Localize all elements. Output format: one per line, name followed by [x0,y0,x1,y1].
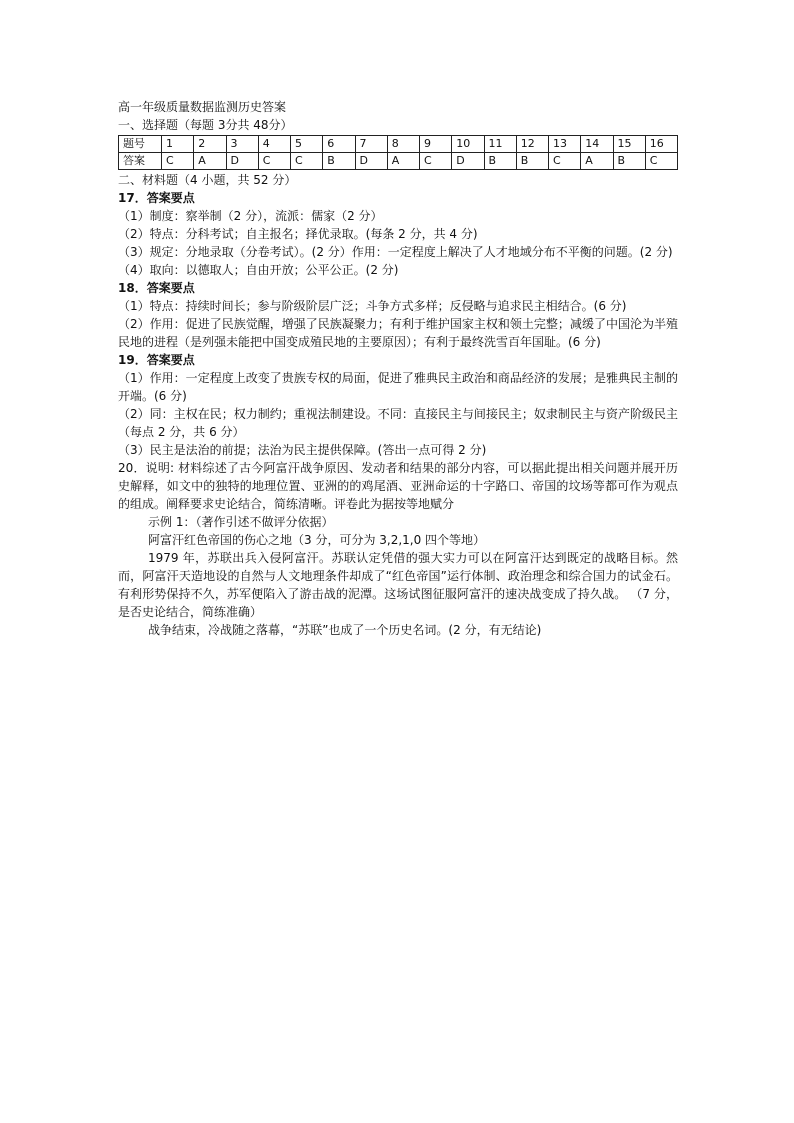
q18-heading: 18．答案要点 [118,281,195,295]
table-cell: 8 [387,136,419,153]
answer-sheet [118,98,678,639]
table-cell: 15 [613,136,645,153]
table-cell: 4 [258,136,290,153]
q19-answer-1: （1）作用：一定程度上改变了贵族专权的局面，促进了雅典民主政治和商品经济的发展；是雅典民主制的开端。(6 分) [118,371,678,403]
q17-answer-3: （3）规定：分地录取（分卷考试）。(2 分）作用：一定程度上解决了人才地域分布不平衡的问题。(2 分) [118,245,673,259]
table-cell: A [387,153,419,170]
table-cell: 3 [226,136,258,153]
q20-thesis: 阿富汗红色帝国的伤心之地（3 分，可分为 3,2,1,0 四个等地） [148,533,486,547]
table-cell: C [162,153,194,170]
table-cell: C [291,153,323,170]
q19-heading: 19．答案要点 [118,353,195,367]
table-cell: 10 [452,136,484,153]
q18-answer-1: （1）特点：持续时间长；参与阶级阶层广泛；斗争方式多样；反侵略与追求民主相结合。(6 分) [118,299,627,313]
q20-conclusion: 战争结束，冷战随之落幕，“苏联”也成了一个历史名词。(2 分，有无结论) [148,623,542,637]
table-cell: C [645,153,677,170]
q17-heading: 17．答案要点 [118,191,195,205]
table-cell: 14 [581,136,613,153]
document-title: 高一年级质量数据监测历史答案 [118,100,287,114]
q17-answer-2: （2）特点：分科考试；自主报名；择优录取。(每条 2 分，共 4 分) [118,227,478,241]
table-cell: B [516,153,548,170]
table-cell: 7 [355,136,387,153]
table-cell: 9 [420,136,452,153]
table-cell: A [194,153,226,170]
table-row-numbers [119,136,678,153]
table-cell: B [323,153,355,170]
section-multiple-choice-heading: 一、选择题（每题 3分共 48分） [118,118,293,132]
q19-answer-2: （2）同：主权在民；权力制约；重视法制建设。不同：直接民主与间接民主；奴隶制民主与资产阶级民主（每点 2 分，共 6 分） [118,407,678,439]
table-cell: D [226,153,258,170]
table-cell: 2 [194,136,226,153]
q17-answer-1: （1）制度：察举制（2 分），流派：儒家（2 分） [118,209,383,223]
table-cell: D [355,153,387,170]
row-label-numbers: 题号 [119,136,162,153]
q20-body: 1979 年，苏联出兵入侵阿富汗。苏联认定凭借的强大实力可以在阿富汗达到既定的战略目标。然而，阿富汗天造地设的自然与人文地理条件却成了“红色帝国”运行体制、政治理念和综合国力的试金石。有利形势保持不久，苏军便陷入了游击战的泥潭。这场试图征服阿富汗的速决战变成了持久战。 （7 分，是否史论结合，简练准确） [118,551,678,619]
table-cell: B [613,153,645,170]
table-cell: 16 [645,136,677,153]
row-label-answers: 答案 [119,153,162,170]
table-cell: 11 [484,136,516,153]
table-cell: C [258,153,290,170]
table-cell: B [484,153,516,170]
table-cell: 1 [162,136,194,153]
q20-intro: 20．说明: 材料综述了古今阿富汗战争原因、发动者和结果的部分内容，可以据此提出相关问题并展开历史解释，如文中的独特的地理位置、亚洲的的鸡尾酒、亚洲命运的十字路口、帝国的坟场等都可作为观点的组成。阐释要求史论结合，简练清晰。评卷此为据按等地赋分 [118,461,678,511]
table-row-answers [119,153,678,170]
q17-answer-4: （4）取向：以德取人；自由开放；公平公正。(2 分) [118,263,399,277]
q20-example-label: 示例 1：（著作引述不做评分依据） [148,515,334,529]
table-cell: 6 [323,136,355,153]
table-cell: C [420,153,452,170]
table-cell: A [581,153,613,170]
table-cell: 12 [516,136,548,153]
table-cell: 13 [549,136,581,153]
answer-table [118,135,678,170]
table-cell: 5 [291,136,323,153]
q19-answer-3: （3）民主是法治的前提；法治为民主提供保障。(答出一点可得 2 分) [118,443,487,457]
q18-answer-2: （2）作用：促进了民族觉醒，增强了民族凝聚力；有利于维护国家主权和领土完整；减缓了中国沦为半殖民地的进程（是列强未能把中国变成殖民地的主要原因）；有利于最终洗雪百年国耻。(6 分) [118,317,678,349]
section-material-heading: 二、材料题（4 小题，共 52 分） [118,173,297,187]
table-cell: C [549,153,581,170]
table-cell: D [452,153,484,170]
